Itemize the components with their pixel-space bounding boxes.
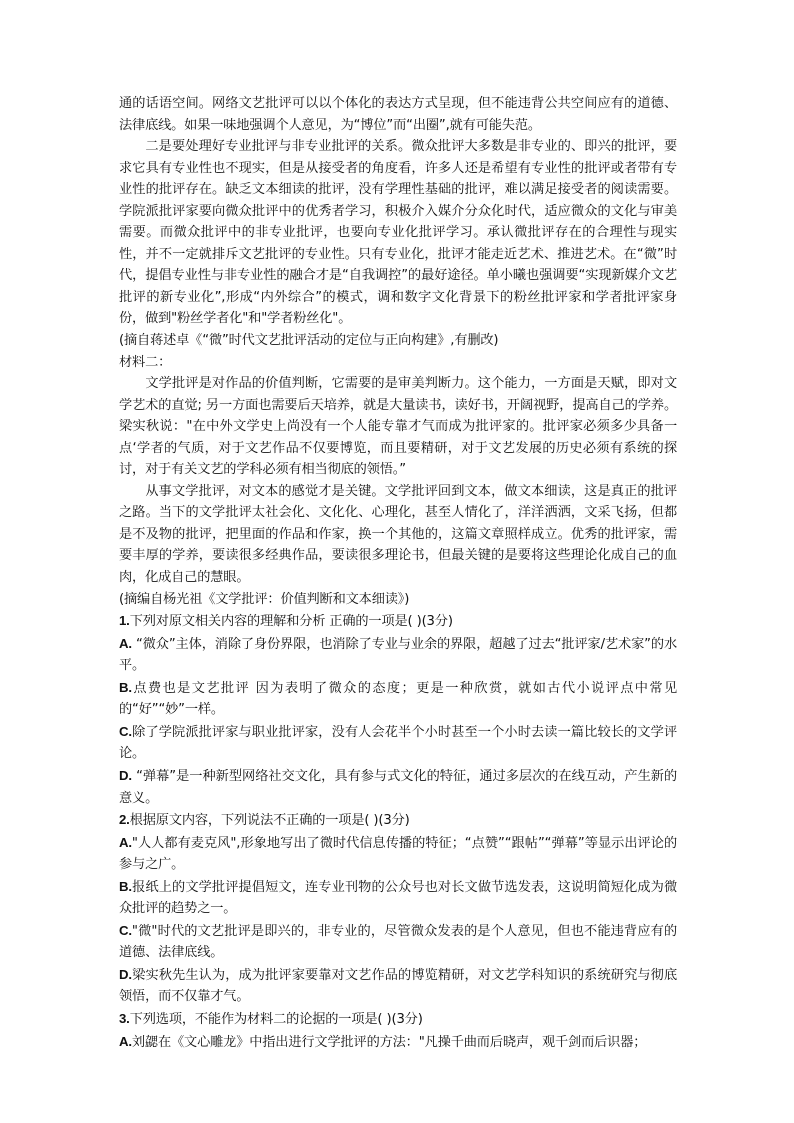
option-letter: A. <box>119 635 132 651</box>
question-1-option-b <box>119 677 677 721</box>
question-2-option-a <box>119 832 677 876</box>
option-letter: B. <box>119 878 132 894</box>
question-1-option-c <box>119 721 677 765</box>
question-3-number: 3. <box>119 1010 130 1026</box>
question-3-text: 下列选项，不能作为材料二的论据的一项是( )(3分) <box>129 1011 423 1027</box>
material1-paragraph-1: 通的话语空间。网络文艺批评可以以个体化的表达方式呈现，但不能违背公共空间应有的道德、法律底线。如果一味地强调个人意见，为“博位”而“出圈”,就有可能失范。 <box>119 96 677 133</box>
question-2-option-c <box>119 920 677 964</box>
option-text: 点费也是文艺批评 因为表明了微众的态度；更是一种欣赏，就如古代小说评点中常见的“好”“妙”一样。 <box>119 680 677 718</box>
option-letter: B. <box>119 679 132 695</box>
option-text: "人人都有麦克风",形象地写出了微时代信息传播的特征；“点赞”“跟帖”“弹幕”等显示出评论的参与之广。 <box>119 835 677 873</box>
question-2-stem <box>119 809 677 832</box>
option-text: 刘勰在《文心雕龙》中指出进行文学批评的方法："凡操千曲而后晓声，观千剑而后识器； <box>131 1034 647 1050</box>
option-letter: D. <box>119 966 132 982</box>
question-1-option-a <box>119 633 677 677</box>
question-3-option-a <box>119 1031 677 1054</box>
question-2-number: 2. <box>119 812 130 828</box>
option-text: “微众”主体，消除了身份界限，也消除了专业与业余的界限，超越了过去“批评家/艺术家”的水平。 <box>119 636 677 674</box>
question-2-option-b <box>119 876 677 920</box>
material2-heading: 材料二： <box>119 354 172 370</box>
option-text: 梁实秋先生认为，成为批评家要靠对文艺作品的博览精研，对文艺学科知识的系统研究与彻底领悟，而不仅靠才气。 <box>119 967 677 1005</box>
option-letter: A. <box>119 1033 132 1049</box>
option-text: 除了学院派批评家与职业批评家，没有人会花半个小时甚至一个小时去读一篇比较长的文学评论。 <box>119 724 677 762</box>
material2-paragraph-2: 从事文学批评，对文本的感觉才是关键。文学批评回到文本，做文本细读，这是真正的批评之路。当下的文学批评太社会化、文化化、心理化，甚至人情化了，洋洋洒洒，文采飞扬，但都是不及物的批评，把里面的作品和作家，换一个其他的，这篇文章照样成立。优秀的批评家，需要丰厚的学养，要读很多经典作品，要读很多理论书，但最关键的是要将这些理论化成自己的血肉，化成自己的慧眼。 <box>119 483 677 586</box>
option-letter: C. <box>119 723 132 739</box>
option-letter: D. <box>119 767 132 783</box>
question-1-option-d <box>119 765 677 809</box>
question-2-text: 根据原文内容，下列说法不正确的一项是( )(3分) <box>129 813 410 829</box>
material2-source: (摘编自杨光祖《文学批评：价值判断和文本细读》) <box>119 591 410 607</box>
question-3-stem <box>119 1008 677 1031</box>
material2-paragraph-1: 文学批评是对作品的价值判断，它需要的是审美判断力。这个能力，一方面是天赋，即对文学艺术的直觉; 另一方面也需要后天培养，就是大量读书，读好书，开阔视野，提高自己的学养。梁实秋说："在中外文学史上尚没有一个人能专靠才气而成为批评家的。批评家必须多少具备一点‘学者的气质，对于文艺作品不仅要博览，而且要精研，对于文艺发展的历史必须有系统的探讨，对于有关文艺的学科必须有相当彻底的领悟。” <box>119 376 677 478</box>
option-letter: A. <box>119 834 132 850</box>
document-page <box>119 93 677 1053</box>
option-text: "微"时代的文艺批评是即兴的，非专业的，尽管微众发表的是个人意见，但也不能违背应有的道德、法律底线。 <box>119 923 677 961</box>
material1-paragraph-2: 二是要处理好专业批评与非专业批评的关系。微众批评大多数是非专业的、即兴的批评，要求它具有专业性也不现实，但是从接受者的角度看，许多人还是希望有专业性的批评或者带有专业性的批评存在。缺乏文本细读的批评，没有学理性基础的批评，难以满足接受者的阅读需要。学院派批评家要向微众批评中的优秀者学习，积极介入媒介分众化时代，适应微众的文化与审美需要。而微众批评中的非专业批评，也要向专业化批评学习。承认微批评存在的合理性与现实性，并不一定就排斥文艺批评的专业性。只有专业化，批评才能走近艺术、推进艺术。在“微”时代，提倡专业性与非专业性的融合才是“自我调控”的最好途径。单小曦也强调要“实现新媒介文艺批评的新专业化”,形成“内外综合”的模式，调和数字文化背景下的粉丝批评家和学者批评家身份，做到"粉丝学者化"和"学者粉丝化"。 <box>119 139 677 327</box>
question-1-text: 下列对原文相关内容的理解和分析 正确的一项是( )(3分) <box>129 614 453 630</box>
option-letter: C. <box>119 922 132 938</box>
question-1-stem <box>119 610 677 633</box>
question-2-option-d <box>119 964 677 1008</box>
option-text: “弹幕”是一种新型网络社交文化，具有参与式文化的特征，通过多层次的在线互动，产生新的意义。 <box>119 768 677 806</box>
question-1-number: 1. <box>119 613 130 629</box>
material1-source: (摘自蒋述卓《“微”时代文艺批评活动的定位与正向构建》,有删改) <box>119 333 499 349</box>
option-text: 报纸上的文学批评提倡短文，连专业刊物的公众号也对长文做节选发表，这说明简短化成为微众批评的趋势之一。 <box>119 879 677 917</box>
